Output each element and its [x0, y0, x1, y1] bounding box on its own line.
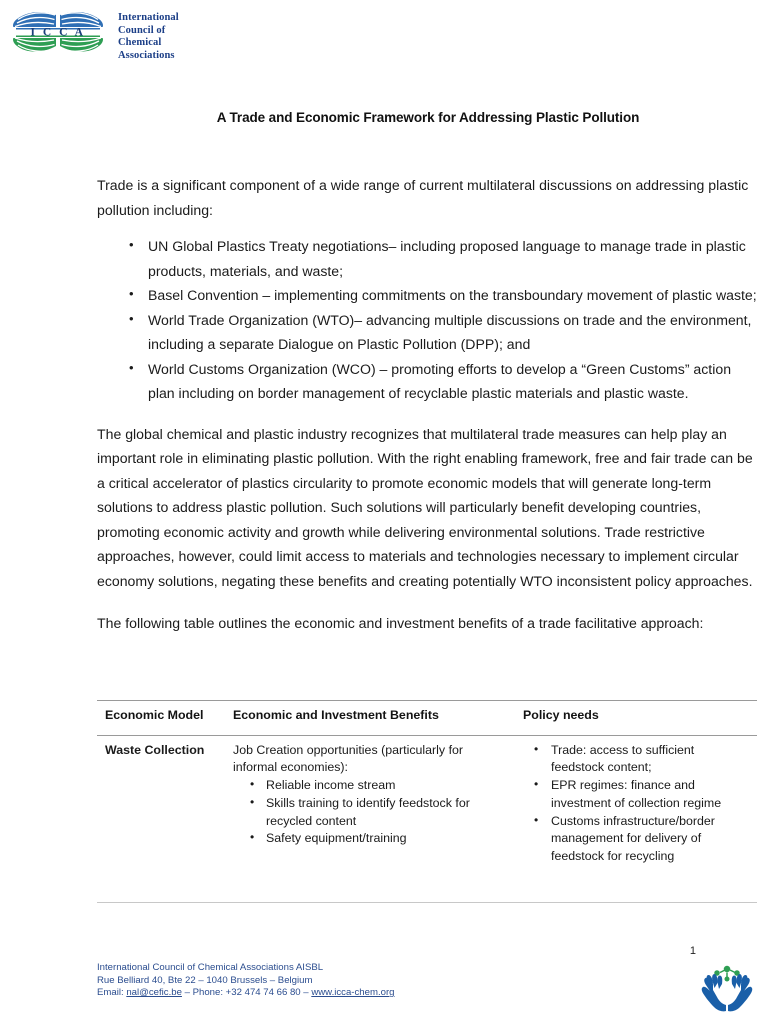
- list-item: • World Trade Organization (WTO)– advancing multiple discussions on trade and the environment, including a separate Dialogue on Plastic Pollution (DPP); and: [148, 308, 759, 357]
- column-header-economic-model: Economic Model: [97, 701, 225, 736]
- table-header-row: [97, 701, 757, 736]
- wordmark-line-1: International: [118, 12, 179, 23]
- header-logo: [8, 6, 179, 68]
- benefits-bullet-list: [233, 777, 507, 848]
- footer-address-line: Rue Belliard 40, Bte 22 – 1040 Brussels – Belgium: [97, 974, 313, 986]
- policy-bullet-list: [523, 742, 749, 867]
- cell-economic-model: Waste Collection: [97, 735, 225, 903]
- list-item: • UN Global Plastics Treaty negotiations– including proposed language to manage trade in plastic products, materials, and waste;: [148, 234, 759, 283]
- list-item: • EPR regimes: finance and investment of collection regime: [551, 777, 749, 813]
- footer-email-link[interactable]: nal@cefic.be: [126, 987, 182, 999]
- wordmark-line-3: Chemical: [118, 37, 162, 48]
- icca-butterfly-logo-icon: [8, 6, 108, 68]
- list-item: • Reliable income stream: [266, 777, 507, 795]
- table-header: [97, 701, 757, 736]
- footer-contact-line: [97, 987, 394, 1000]
- list-item: • Safety equipment/training: [266, 830, 507, 848]
- table-lead-in-paragraph: The following table outlines the economic and investment benefits of a trade facilitative approach:: [97, 615, 704, 631]
- page-number: 1: [689, 945, 696, 957]
- logo-wordmark: [118, 12, 179, 62]
- main-paragraph: The global chemical and plastic industry recognizes that multilateral trade measures can help play an important role in eliminating plastic pollution. With the right enabling framework, free and fair trade can be a critical accelerator of plastics circularity to promote economic models that will generate long-term solutions to address plastic pollution. Such solutions will particularly benefit developing countries, promoting economic activity and growth while delivering environmental solutions. Trade restrictive approaches, however, could limit access to materials and technologies necessary to implement circular economy solutions, negating these benefits and creating potentially WTO inconsistent policy approaches.: [97, 425, 753, 589]
- benefits-intro-text: Job Creation opportunities (particularly for informal economies):: [233, 742, 464, 775]
- footer-org-line: International Council of Chemical Associations AISBL: [97, 962, 324, 973]
- multilateral-discussions-list: [97, 234, 759, 406]
- wordmark-line-2: Council of: [118, 24, 166, 36]
- responsible-care-hands-logo-icon: [698, 962, 756, 1014]
- footer-website-link[interactable]: www.icca-chem.org: [311, 987, 395, 999]
- intro-paragraph: Trade is a significant component of a wide range of current multilateral discussions on addressing plastic pollution including:: [97, 177, 749, 218]
- cell-policy-needs: [515, 735, 757, 903]
- column-header-benefits: Economic and Investment Benefits: [225, 701, 515, 736]
- column-header-policy-needs: Policy needs: [515, 701, 757, 736]
- document-body: [97, 173, 759, 654]
- list-item: • Customs infrastructure/border management for delivery of feedstock for recycling: [551, 813, 749, 866]
- list-item: • Trade: access to sufficient feedstock content;: [551, 742, 749, 778]
- page-title: A Trade and Economic Framework for Addressing Plastic Pollution: [216, 110, 640, 125]
- footer-contact-block: [97, 962, 394, 1000]
- table-body: [97, 735, 757, 903]
- list-item: • Skills training to identify feedstock for recycled content: [266, 795, 507, 831]
- list-item: • Basel Convention – implementing commitments on the transboundary movement of plastic waste;: [148, 283, 759, 308]
- wordmark-line-4: Associations: [118, 49, 175, 61]
- footer-email-prefix: Email:: [97, 987, 127, 999]
- table-row: [97, 735, 757, 903]
- cell-benefits: [225, 735, 515, 903]
- economic-benefits-table: [97, 700, 757, 903]
- list-item: • World Customs Organization (WCO) – promoting efforts to develop a “Green Customs” action plan including on border management of recyclable plastic materials and plastic waste.: [148, 357, 759, 406]
- svg-text:I C C A: I C C A: [30, 26, 86, 39]
- footer-phone-text: – Phone: +32 474 74 66 80 –: [181, 987, 312, 999]
